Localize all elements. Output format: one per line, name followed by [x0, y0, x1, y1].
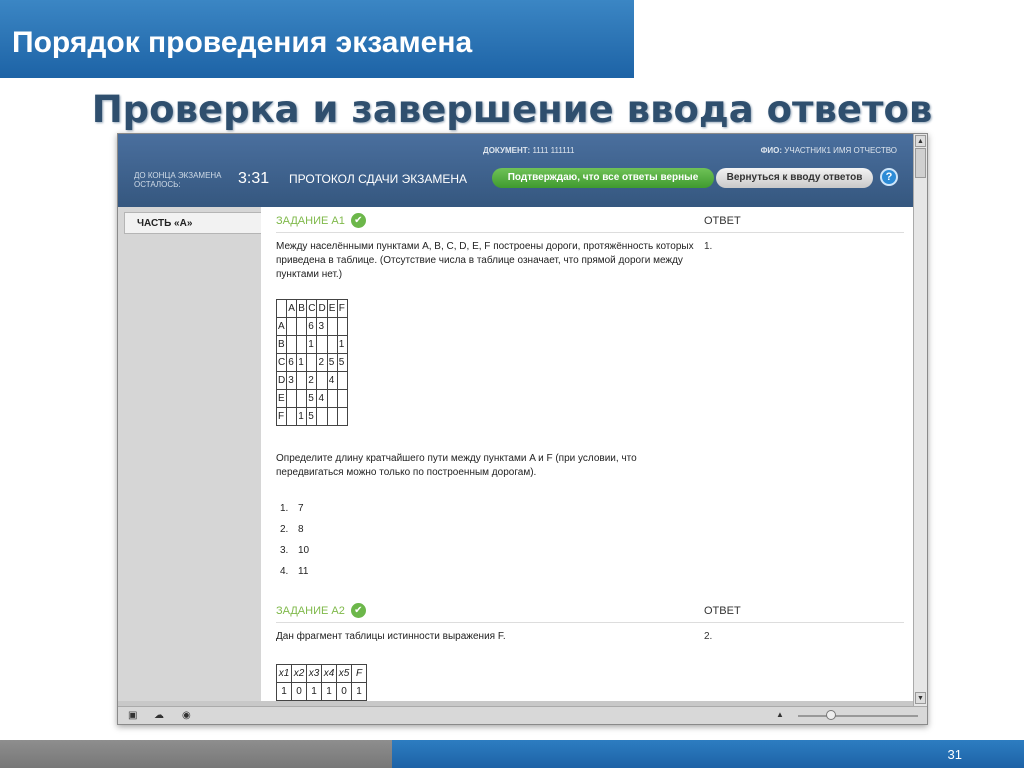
distance-table-cell: [287, 390, 297, 408]
scroll-down-icon[interactable]: ▼: [915, 692, 926, 704]
document-label: ДОКУМЕНТ:: [483, 146, 531, 155]
exam-header: [118, 134, 913, 207]
distance-table-cell: E: [277, 390, 287, 408]
option-value: 11: [298, 566, 309, 577]
task-a2-title: [276, 603, 366, 618]
option-value: 10: [298, 545, 310, 556]
monitor-icon[interactable]: ▣: [128, 710, 138, 721]
options-list: [280, 503, 309, 587]
distance-table-row: [277, 390, 348, 408]
truth-table-cell: x4: [322, 665, 337, 683]
option-value: 8: [298, 524, 304, 535]
distance-table-row: [277, 300, 348, 318]
distance-table-cell: 4: [317, 390, 327, 408]
distance-table-cell: [297, 390, 307, 408]
check-icon: ✔: [351, 603, 366, 618]
distance-table-cell: [337, 408, 347, 426]
truth-table-cell: x2: [292, 665, 307, 683]
back-to-answers-button[interactable]: Вернуться к вводу ответов: [716, 168, 873, 188]
vertical-scrollbar[interactable]: [913, 134, 927, 706]
zoom-slider-handle[interactable]: [826, 710, 836, 720]
distance-table-cell: D: [277, 372, 287, 390]
truth-table-cell: 0: [337, 683, 352, 701]
answer-header: ОТВЕТ: [704, 605, 741, 617]
truth-table-row: [277, 683, 367, 701]
truth-table-cell: 0: [292, 683, 307, 701]
scroll-up-icon[interactable]: ▲: [915, 135, 926, 147]
distance-table-cell: [297, 336, 307, 354]
task-title: ЗАДАНИЕ А2: [276, 604, 345, 617]
distance-table-cell: B: [297, 300, 307, 318]
divider: [276, 232, 904, 233]
distance-table-cell: 2: [317, 354, 327, 372]
truth-table-row: [277, 665, 367, 683]
distance-table-cell: [307, 354, 317, 372]
distance-table-cell: F: [277, 408, 287, 426]
distance-table-cell: 4: [327, 372, 337, 390]
distance-table-row: [277, 408, 348, 426]
help-icon[interactable]: ?: [880, 168, 898, 186]
distance-table-cell: [317, 372, 327, 390]
task-question: Определите длину кратчайшего пути между пунктами A и F (при условии, что передвигаться можно только по построенным дорогам).: [276, 453, 637, 478]
status-bar: [118, 706, 927, 724]
distance-table-cell: 1: [307, 336, 317, 354]
truth-table-cell: x1: [277, 665, 292, 683]
truth-table-cell: 1: [307, 683, 322, 701]
zoom-slider[interactable]: [798, 715, 918, 717]
distance-table-cell: 5: [307, 390, 317, 408]
cloud-icon[interactable]: ☁: [154, 710, 164, 721]
option-num: 2.: [280, 524, 289, 535]
exam-window: [117, 133, 928, 725]
distance-table-row: [277, 372, 348, 390]
truth-table-cell: F: [352, 665, 367, 683]
option-item[interactable]: [280, 503, 309, 524]
distance-table-cell: [287, 408, 297, 426]
option-value: 7: [298, 503, 304, 514]
distance-table-cell: [327, 318, 337, 336]
distance-table-cell: [317, 408, 327, 426]
distance-table-cell: A: [287, 300, 297, 318]
footer-gray-bar: [0, 740, 392, 768]
distance-table-cell: [287, 318, 297, 336]
slide-subtitle: Проверка и завершение ввода ответов: [91, 88, 933, 131]
distance-table-cell: [327, 408, 337, 426]
distance-table-cell: 2: [307, 372, 317, 390]
page-number: 31: [947, 747, 962, 762]
truth-table-cell: x3: [307, 665, 322, 683]
distance-table-cell: [297, 372, 307, 390]
truth-table-cell: 1: [352, 683, 367, 701]
option-num: 1.: [280, 503, 289, 514]
distance-table-cell: [337, 390, 347, 408]
distance-table-cell: [297, 318, 307, 336]
tasks-content: [261, 207, 913, 701]
footer-blue-bar: [392, 740, 1024, 768]
distance-table-cell: 6: [287, 354, 297, 372]
distance-table: [276, 299, 348, 426]
slide-title: Порядок проведения экзамена: [0, 0, 634, 78]
distance-table-cell: 3: [317, 318, 327, 336]
truth-table-cell: 1: [322, 683, 337, 701]
task-a1-title: [276, 213, 366, 228]
option-item[interactable]: [280, 545, 309, 566]
distance-table-cell: 5: [327, 354, 337, 372]
distance-table-cell: 3: [287, 372, 297, 390]
truth-table: [276, 664, 367, 701]
zoom-up-icon[interactable]: ▲: [776, 710, 784, 719]
fio-value: УЧАСТНИК1 ИМЯ ОТЧЕСТВО: [784, 146, 897, 155]
distance-table-cell: [327, 390, 337, 408]
fio-label: ФИО:: [760, 146, 783, 155]
sidebar: [118, 207, 261, 701]
distance-table-cell: C: [307, 300, 317, 318]
distance-table-cell: [327, 336, 337, 354]
document-value: 1111 111111: [532, 146, 575, 155]
timer-value: 3:31: [238, 170, 270, 187]
gauge-icon[interactable]: ◉: [182, 710, 191, 721]
distance-table-cell: [317, 336, 327, 354]
truth-table-cell: x5: [337, 665, 352, 683]
scroll-thumb[interactable]: [915, 148, 926, 178]
distance-table-cell: 1: [337, 336, 347, 354]
protocol-label: ПРОТОКОЛ СДАЧИ ЭКЗАМЕНА: [289, 172, 468, 186]
answer-value: 2.: [704, 631, 713, 642]
divider: [276, 622, 904, 623]
document-info: [483, 146, 574, 155]
option-num: 4.: [280, 566, 289, 577]
distance-table-cell: 1: [297, 408, 307, 426]
timer-label: ДО КОНЦА ЭКЗАМЕНА ОСТАЛОСЬ:: [134, 171, 222, 189]
check-icon: ✔: [351, 213, 366, 228]
confirm-answers-button[interactable]: Подтверждаю, что все ответы верные: [492, 168, 714, 188]
fio-info: [761, 146, 897, 155]
distance-table-cell: D: [317, 300, 327, 318]
distance-table-cell: 5: [307, 408, 317, 426]
task-text: Дан фрагмент таблицы истинности выражения F.: [276, 631, 506, 642]
distance-table-cell: C: [277, 354, 287, 372]
distance-table-cell: 5: [337, 354, 347, 372]
distance-table-cell: [287, 336, 297, 354]
distance-table-row: [277, 318, 348, 336]
truth-table-cell: 1: [277, 683, 292, 701]
task-text: Между населёнными пунктами A, B, C, D, E, F построены дороги, протяжённость которых приведена в таблице. (Отсутствие числа в таблице означает, что прямой дороги между пунктами нет.): [276, 241, 694, 280]
sidebar-item-part-a[interactable]: ЧАСТЬ «А»: [124, 212, 267, 234]
distance-table-cell: 1: [297, 354, 307, 372]
option-item[interactable]: [280, 566, 309, 587]
answer-value: 1.: [704, 241, 713, 252]
task-title: ЗАДАНИЕ А1: [276, 214, 345, 227]
distance-table-cell: 6: [307, 318, 317, 336]
distance-table-cell: B: [277, 336, 287, 354]
distance-table-cell: F: [337, 300, 347, 318]
answer-header: ОТВЕТ: [704, 215, 741, 227]
option-item[interactable]: [280, 524, 309, 545]
distance-table-cell: [337, 372, 347, 390]
distance-table-row: [277, 336, 348, 354]
distance-table-cell: [277, 300, 287, 318]
option-num: 3.: [280, 545, 289, 556]
distance-table-cell: A: [277, 318, 287, 336]
distance-table-cell: E: [327, 300, 337, 318]
distance-table-cell: [337, 318, 347, 336]
distance-table-row: [277, 354, 348, 372]
